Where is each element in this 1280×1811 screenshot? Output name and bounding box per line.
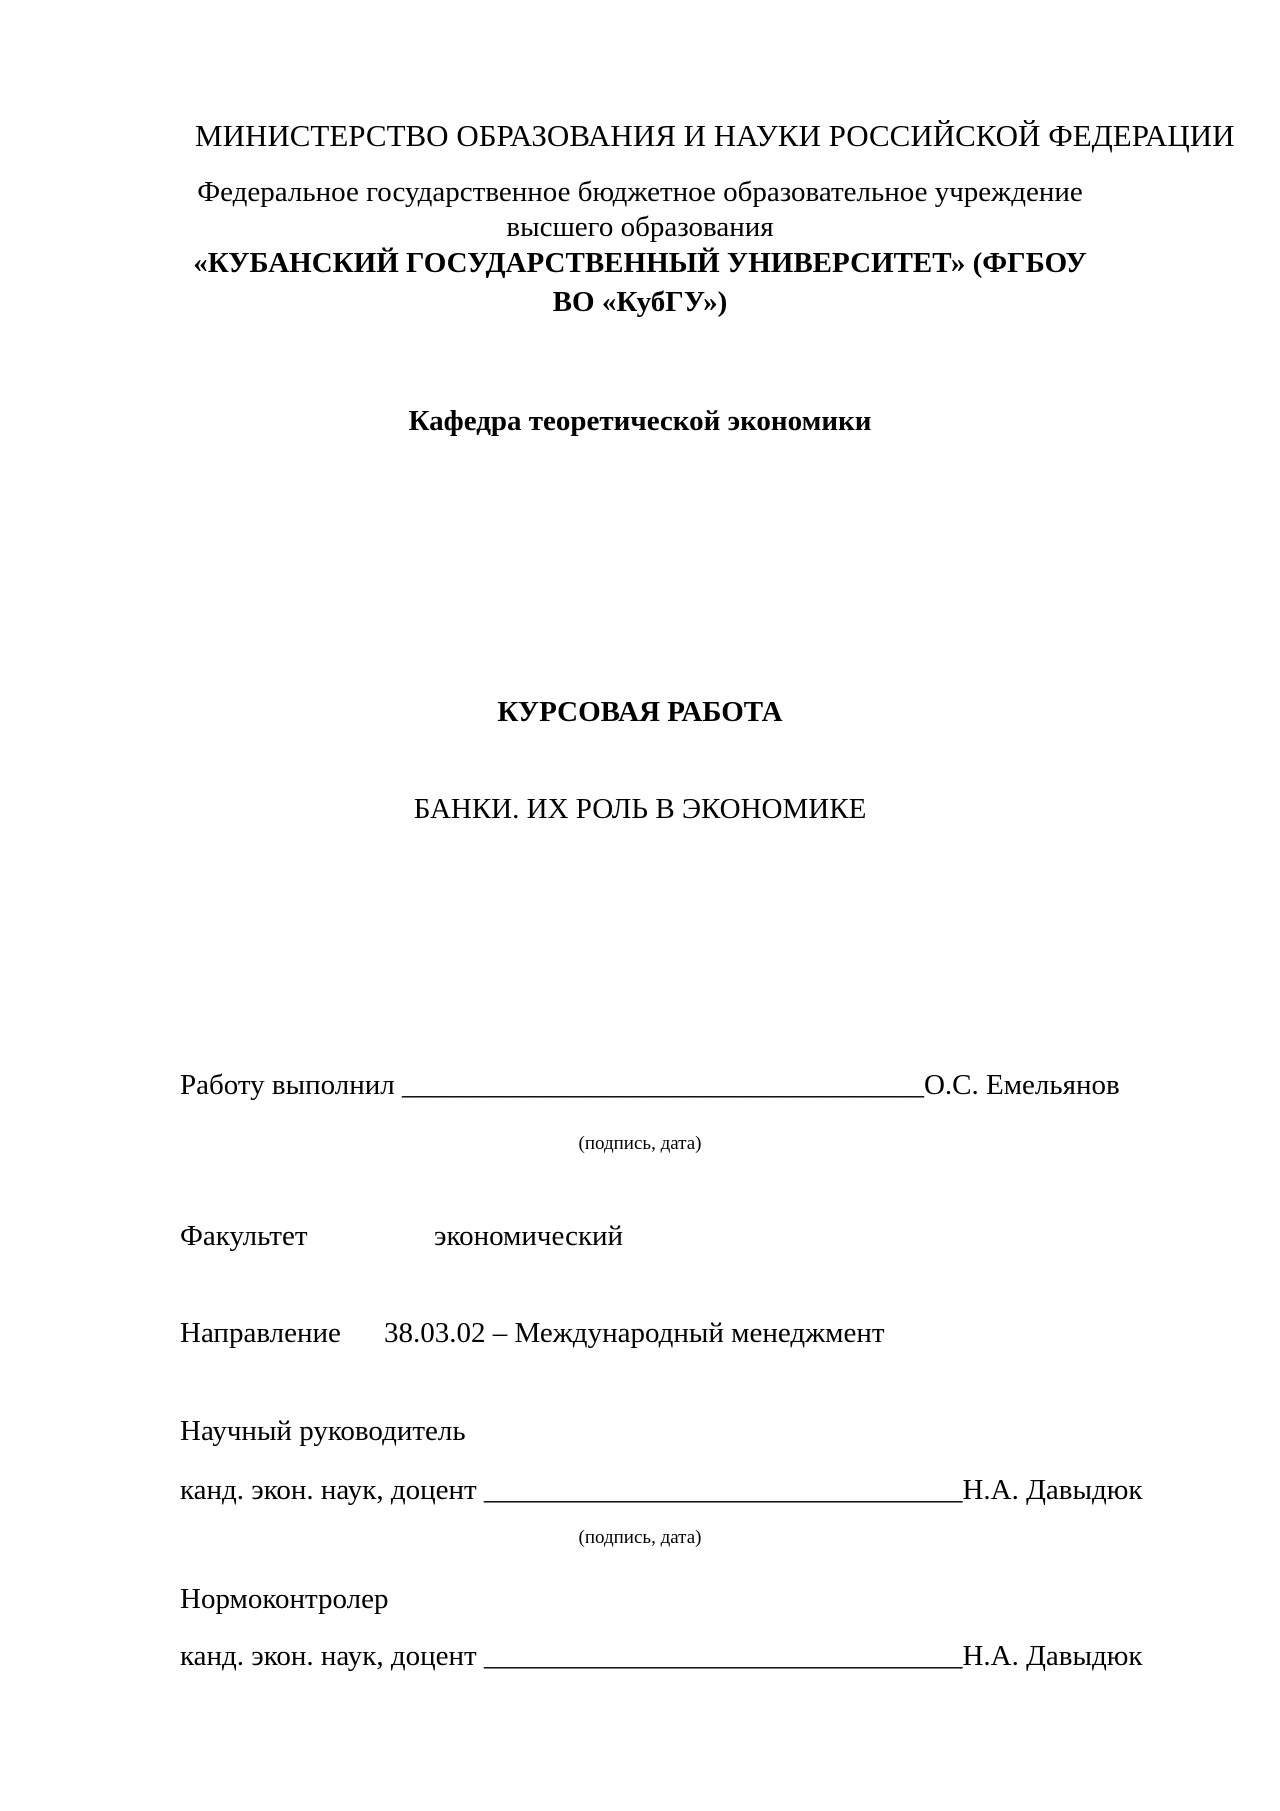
normocontrol-title: Нормоконтролер <box>180 1583 389 1615</box>
performed-by-line: Работу выполнил ____________________________________О.С. Емельянов <box>180 1069 1120 1101</box>
work-title: БАНКИ. ИХ РОЛЬ В ЭКОНОМИКЕ <box>413 793 867 825</box>
work-type-heading: КУРСОВАЯ РАБОТА <box>497 696 783 728</box>
department-name: Кафедра теоретической экономики <box>408 405 872 437</box>
signature-hint: (подпись, дата) <box>578 1527 702 1548</box>
ministry-heading: МИНИСТЕРСТВО ОБРАЗОВАНИЯ И НАУКИ РОССИЙСКОЙ ФЕДЕРАЦИИ <box>195 118 1235 153</box>
faculty-value: экономический <box>434 1220 624 1252</box>
signature-hint: (подпись, дата) <box>578 1133 702 1154</box>
direction-label: Направление <box>180 1317 341 1349</box>
direction-value: 38.03.02 – Международный менеджмент <box>384 1317 885 1349</box>
supervisor-title: Научный руководитель <box>180 1415 466 1447</box>
institution-type-line-2: высшего образования <box>506 211 774 243</box>
university-name-line-2: ВО «КубГУ») <box>552 286 728 318</box>
faculty-label: Факультет <box>180 1220 308 1252</box>
normocontrol-line: канд. экон. наук, доцент _________________________________Н.А. Давыдюк <box>180 1640 1143 1672</box>
university-name-line-1: «КУБАНСКИЙ ГОСУДАРСТВЕННЫЙ УНИВЕРСИТЕТ» (ФГБОУ <box>193 247 1087 279</box>
institution-type-line-1: Федеральное государственное бюджетное образовательное учреждение <box>197 176 1083 208</box>
supervisor-line: канд. экон. наук, доцент _________________________________Н.А. Давыдюк <box>180 1474 1143 1506</box>
